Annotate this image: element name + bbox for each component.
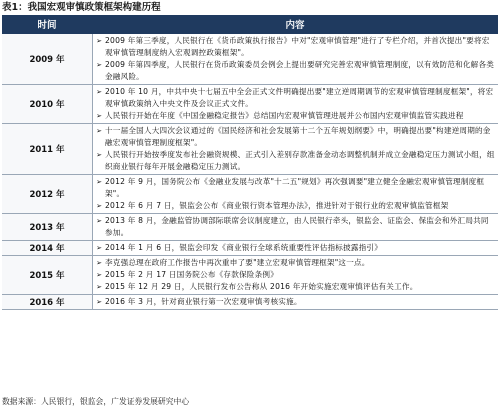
list-item [93,176,495,200]
bullet-arrow-icon: ➢ [96,61,102,69]
table-caption: 表1：我国宏观审慎政策框架构建历程 [2,2,161,13]
list-item [93,242,495,254]
bullet-arrow-icon: ➢ [96,88,102,96]
table-row [2,241,498,256]
list-item [93,296,495,308]
bullet-arrow-icon: ➢ [96,178,102,186]
list-item [93,59,495,83]
row-year: 2010 年 [2,85,93,123]
item-text: 2012 年 6 月 7 日，银监会公布《商业银行资本管理办法》，推进针对于银行业的宏观审慎监管框架 [105,201,449,210]
bullet-arrow-icon: ➢ [96,37,102,45]
row-items [93,34,498,84]
item-text: 2015 年 12 月 29 日，人民银行发布公告称从 2016 年开始实施宏观审慎评估有关工作。 [105,282,418,291]
table-row [2,85,498,124]
row-items [93,241,498,255]
row-items [93,124,498,174]
list-item [93,125,495,149]
bullet-arrow-icon: ➢ [96,271,102,279]
item-text: 2013 年 8 月，金融监管协调部际联席会议制度建立，由人民银行牵头，银监会、证监会、保监会和外汇局共同参加。 [105,216,489,237]
header-time: 时间 [37,20,57,31]
list-item [93,149,495,173]
row-items [93,214,498,240]
row-year: 2012 年 [2,175,93,213]
table-row [2,256,498,295]
table-header [2,17,498,34]
row-items [93,85,498,123]
item-text: 李克强总理在政府工作报告中再次重申了要"建立宏观审慎管理框架"这一点。 [105,258,370,267]
bullet-arrow-icon: ➢ [96,217,102,225]
bullet-arrow-icon: ➢ [96,112,102,120]
row-year: 2009 年 [2,34,93,84]
item-text: 2012 年 9 月，国务院公布《金融业发展与改革"十二五"规划》再次强调要"建立健全金融宏观审慎管理制度框架"。 [105,177,485,198]
bullet-arrow-icon: ➢ [96,298,102,306]
table-row [2,124,498,175]
table-body [2,34,498,310]
list-item [93,86,495,110]
item-text: 2009 年第三季度，人民银行在《货币政策执行报告》中对"宏观审慎管理"进行了专栏介绍，并首次提出"要将宏观审慎管理制度纳入宏观调控政策框架"。 [105,36,490,57]
list-item [93,281,495,293]
list-item [93,200,495,212]
item-text: 十一届全国人大四次会议通过的《国民经济和社会发展第十二个五年规划纲要》中，明确提出要"构建逆周期的金融宏观审慎管理制度框架"。 [105,126,491,147]
bullet-arrow-icon: ➢ [96,283,102,291]
bullet-arrow-icon: ➢ [96,259,102,267]
bullet-arrow-icon: ➢ [96,202,102,210]
item-text: 人民银行开始在年度《中国金融稳定报告》总结国内宏观审慎管理进展并公布国内宏观审慎监管实践进程 [105,111,464,120]
item-text: 2014 年 1 月 6 日，银监会印发《商业银行全球系统重要性评估指标披露指引》 [105,243,383,252]
bullet-arrow-icon: ➢ [96,244,102,252]
table-row [2,295,498,310]
header-content: 内容 [285,20,305,31]
list-item [93,110,495,122]
item-text: 人民银行开始按季度发布社会融资规模、正式引入差别存款准备金动态调整机制并成立金融稳定压力测试小组，组织商业银行每年开展金融稳定压力测试。 [105,150,495,171]
item-text: 2009 年第四季度，人民银行在货币政策委员会例会上提出要研究完善宏观审慎管理制度，以有效防范和化解各类金融风险。 [105,60,495,81]
list-item [93,257,495,269]
table-row [2,34,498,85]
row-year: 2011 年 [2,124,93,174]
list-item [93,35,495,59]
policy-table [2,15,498,310]
row-year: 2016 年 [2,295,93,309]
row-items [93,175,498,213]
bullet-arrow-icon: ➢ [96,151,102,159]
item-text: 2015 年 2 月 17 日国务院公布《存款保险条例》 [105,270,278,279]
row-year: 2013 年 [2,214,93,240]
list-item [93,269,495,281]
table-row [2,214,498,241]
row-items [93,256,498,294]
item-text: 2010 年 10 月，中共中央十七届五中全会正式文件明确提出要"建立逆周期调节的宏观审慎管理制度框架"，将宏观审慎政策纳入中央文件及会议正式文件。 [105,87,494,108]
bullet-arrow-icon: ➢ [96,127,102,135]
row-year: 2015 年 [2,256,93,294]
row-year: 2014 年 [2,241,93,255]
data-source-note: 数据来源：人民银行，银监会，广发证券发展研究中心 [2,397,190,406]
item-text: 2016 年 3 月，针对商业银行第一次宏观审慎考核实施。 [105,297,302,306]
table-row [2,175,498,214]
list-item [93,215,495,239]
row-items [93,295,498,309]
